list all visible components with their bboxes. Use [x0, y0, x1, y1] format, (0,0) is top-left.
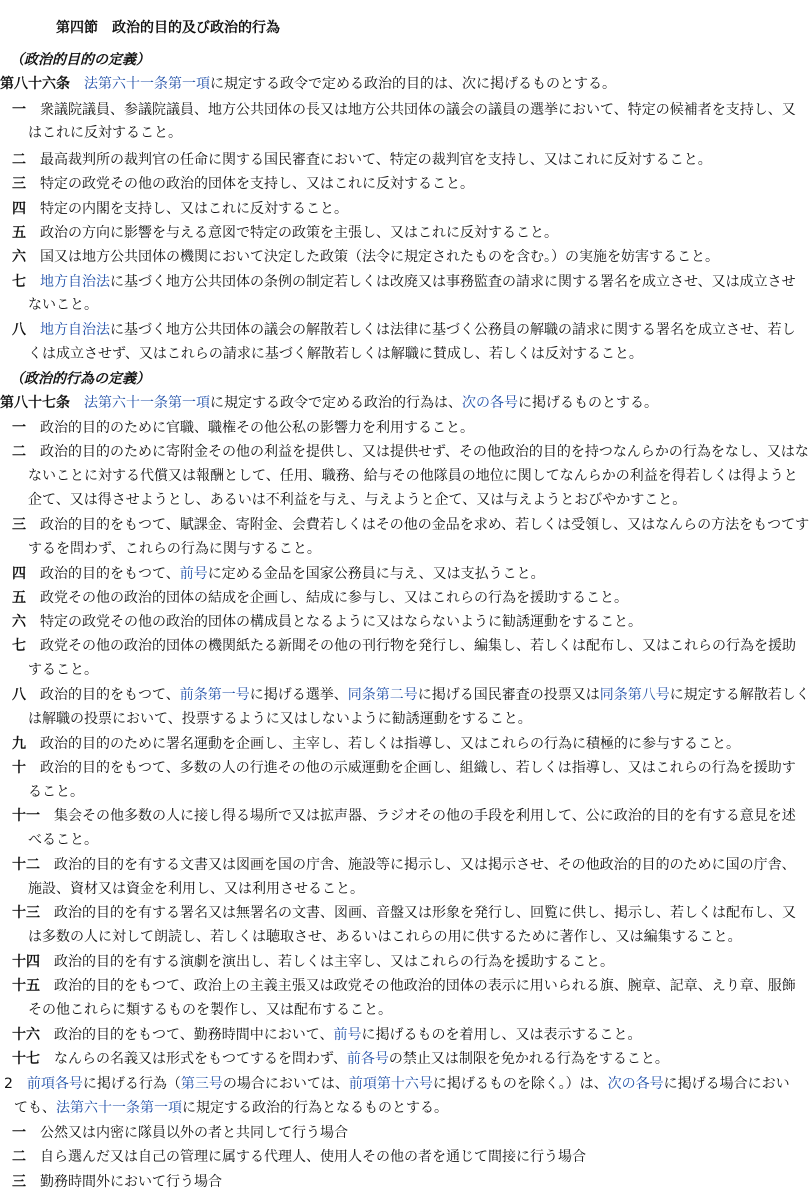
law-reference-link[interactable]: 前各号 [346, 1051, 389, 1067]
law-reference-link[interactable]: 法第六十一条第一項 [84, 395, 210, 411]
item-number: 十七 [12, 1051, 40, 1067]
item-number: 八 [12, 322, 26, 338]
text-line [4, 1074, 790, 1094]
text-line [12, 174, 474, 194]
text-line [12, 272, 796, 292]
item-number: 一 [12, 102, 26, 118]
line-text: 政治的目的を有する文書又は図画を国の庁舎、施設等に掲示し、又は掲示させ、その他政治的目的のために国の庁舎、 [40, 857, 796, 873]
text-line [12, 1025, 641, 1045]
item-number: 七 [12, 274, 26, 290]
line-text: するを問わず、これらの行為に関与すること。 [28, 541, 321, 557]
item-number: 七 [12, 638, 26, 654]
text-line [28, 660, 98, 680]
line-text: 政治的目的をもつて、政治上の主義主張又は政党その他政治的団体の表示に用いられる旗、腕章、記章、えり章、服飾 [40, 978, 796, 994]
line-text [70, 76, 84, 92]
line-text: 政治的目的をもつて、 [26, 566, 180, 582]
line-text: はこれに反対すること。 [28, 125, 182, 141]
line-text: に定める金品を国家公務員に与え、又は支払うこと。 [207, 566, 545, 582]
line-text: に規定する政治的行為となるものとする。 [182, 1100, 448, 1116]
law-reference-link[interactable]: 次の各号 [607, 1076, 664, 1092]
line-text: に規定する政令で定める政治的行為は、 [210, 395, 462, 411]
line-text: なんらの名義又は形式をもつてするを問わず、 [40, 1051, 347, 1067]
line-text [70, 395, 84, 411]
law-reference-link[interactable]: 地方自治法 [40, 322, 110, 338]
text-line [12, 588, 628, 608]
line-text: ないことに対する代償又は報酬として、任用、職務、給与その他隊員の地位に関してなんらかの利益を得若しくは得ようと [28, 468, 798, 484]
text-line [12, 806, 796, 826]
law-reference-link[interactable]: 同条第八号 [599, 687, 670, 703]
text-line [12, 199, 348, 219]
text-line [12, 1123, 348, 1143]
item-number: 五 [12, 225, 26, 241]
item-number: 十 [12, 760, 26, 776]
law-reference-link[interactable]: 前号 [333, 1027, 362, 1043]
line-text: に掲げるものとする。 [518, 395, 658, 411]
line-text: 企て、又は得させようとし、あるいは不利益を与え、与えようと企て、又は与えようとおびやかすこと。 [28, 492, 687, 508]
line-text: 勤務時間外において行う場合 [26, 1174, 222, 1190]
line-text: くは成立させず、又はこれらの請求に基づく解散若しくは解職に賛成し、若しくは反対すること。 [28, 346, 643, 362]
item-number: 四 [12, 566, 26, 582]
item-number: 一 [12, 420, 26, 436]
law-reference-link[interactable]: 前条第一号 [179, 687, 250, 703]
text-line [28, 344, 643, 364]
line-text: 政治的目的をもつて、 [26, 687, 180, 703]
item-number: 三 [12, 517, 26, 533]
section-title: 第四節 政治的目的及び政治的行為 [56, 20, 280, 36]
line-text: 公然又は内密に隊員以外の者と共同して行う場合 [26, 1125, 348, 1141]
line-text: 集会その他多数の人に接し得る場所で又は拡声器、ラジオその他の手段を利用して、公に政治的目的を有する意見を述 [40, 808, 796, 824]
text-line [28, 490, 686, 510]
law-reference-link[interactable]: 前項第十六号 [348, 1076, 433, 1092]
line-text: の禁止又は制限を免かれる行為をすること。 [388, 1051, 669, 1067]
line-text: ても、 [14, 1100, 56, 1116]
line-text: 特定の政党その他の政治的団体の構成員となるように又はならないように勧誘運動をすること。 [26, 614, 642, 630]
caption-article-87: （政治的行為の定義） [10, 371, 150, 387]
law-reference-link[interactable]: 第三号 [180, 1076, 223, 1092]
text-line [12, 1049, 669, 1069]
item-number: 十二 [12, 857, 40, 873]
text-line [28, 1000, 392, 1020]
text-line [12, 903, 796, 923]
law-reference-link[interactable]: 法第六十一条第一項 [56, 1100, 182, 1116]
line-text: 特定の政党その他の政治的団体を支持し、又はこれに反対すること。 [26, 176, 474, 192]
law-reference-link[interactable]: 同条第二号 [347, 687, 418, 703]
line-text: 政治的目的のために署名運動を企画し、主宰し、若しくは指導し、又はこれらの行為に積極的に参与すること。 [26, 736, 740, 752]
text-line [12, 1172, 222, 1192]
line-text: 政党その他の政治的団体の結成を企画し、結成に参与し、又はこれらの行為を援助すること。 [26, 590, 628, 606]
item-number: 八 [12, 687, 26, 703]
line-text: に基づく地方公共団体の議会の解散若しくは法律に基づく公務員の解職の請求に関する署名を成立させ、若し [110, 322, 796, 338]
text-line [12, 515, 809, 535]
line-text: すること。 [28, 662, 98, 678]
line-text: 政治的目的を有する署名又は無署名の文書、図画、音盤又は形象を発行し、回覧に供し、掲示し、若しくは配布し、又 [40, 905, 796, 921]
text-line [0, 74, 616, 94]
line-text: に掲げる場合におい [663, 1076, 790, 1092]
line-text: に規定する政令で定める政治的目的は、次に掲げるものとする。 [210, 76, 616, 92]
item-number: 三 [12, 1174, 26, 1190]
line-text [26, 274, 40, 290]
line-text: に掲げるものを着用し、又は表示すること。 [361, 1027, 642, 1043]
text-line [12, 150, 712, 170]
line-text: は多数の人に対して朗読し、若しくは聴取させ、あるいはこれらの用に供するために著作し、又は編集すること。 [28, 929, 742, 945]
law-reference-link[interactable]: 次の各号 [462, 395, 518, 411]
item-number: 四 [12, 201, 26, 217]
item-number: 六 [12, 614, 26, 630]
line-text [13, 1076, 27, 1092]
text-line [12, 952, 614, 972]
line-text: 政党その他の政治的団体の機関紙たる新聞その他の刊行物を発行し、編集し、若しくは配布し、又はこれらの行為を援助 [26, 638, 796, 654]
text-line [12, 442, 809, 462]
text-line [28, 295, 98, 315]
line-text: べること。 [28, 832, 98, 848]
line-text: ること。 [28, 784, 84, 800]
item-number: 一 [12, 1125, 26, 1141]
law-reference-link[interactable]: 地方自治法 [40, 274, 110, 290]
line-text: 政治的目的のために官職、職権その他公私の影響力を利用すること。 [26, 420, 474, 436]
text-line [28, 830, 98, 850]
line-text: 政治の方向に影響を与える意図で特定の政策を主張し、又はこれに反対すること。 [26, 225, 558, 241]
line-text: 特定の内閣を支持し、又はこれに反対すること。 [26, 201, 348, 217]
law-reference-link[interactable]: 前号 [179, 566, 208, 582]
item-number: 十五 [12, 978, 40, 994]
text-line [12, 247, 719, 267]
article-number: 第八十六条 [0, 76, 70, 92]
line-text: に規定する解散若しく [669, 687, 810, 703]
item-number: 二 [12, 152, 26, 168]
text-line [12, 418, 474, 438]
line-text: 政治的目的をもつて、勤務時間中において、 [40, 1027, 334, 1043]
text-line [28, 927, 742, 947]
text-line [28, 123, 182, 143]
line-text: 政治的目的をもつて、多数の人の行進その他の示威運動を企画し、組織し、若しくは指導し、又はこれらの行為を援助す [26, 760, 796, 776]
text-line [12, 612, 642, 632]
line-text: 施設、資材又は資金を利用し、又は利用させること。 [28, 881, 364, 897]
text-line [12, 564, 545, 584]
item-number: 十三 [12, 905, 40, 921]
line-text: 政治的目的を有する演劇を演出し、若しくは主宰し、又はこれらの行為を援助すること。 [40, 954, 614, 970]
text-line [28, 466, 798, 486]
item-number: 十一 [12, 808, 40, 824]
law-reference-link[interactable]: 前項各号 [26, 1076, 83, 1092]
line-text: に掲げる選挙、 [249, 687, 348, 703]
text-line [12, 223, 558, 243]
line-text: 自ら選んだ又は自己の管理に属する代理人、使用人その他の者を通じて間接に行う場合 [26, 1149, 586, 1165]
text-line [12, 734, 740, 754]
text-line [14, 1098, 448, 1118]
line-text: は解職の投票において、投票するように又はしないように勧誘運動をすること。 [28, 711, 532, 727]
line-text: その他これらに類するものを製作し、又は配布すること。 [28, 1002, 392, 1018]
line-text: に掲げるものを除く。）は、 [432, 1076, 608, 1092]
text-line [28, 879, 364, 899]
line-text: の場合においては、 [222, 1076, 349, 1092]
caption-article-86: （政治的目的の定義） [10, 52, 150, 68]
text-line [28, 539, 321, 559]
item-number: 五 [12, 590, 26, 606]
text-line [12, 100, 796, 120]
line-text: に掲げる行為（ [82, 1076, 181, 1092]
text-line [12, 1147, 586, 1167]
text-line [12, 976, 796, 996]
text-line [12, 636, 796, 656]
article-number: 第八十七条 [0, 395, 70, 411]
item-number: 九 [12, 736, 26, 752]
item-number: 六 [12, 249, 26, 265]
text-line [12, 855, 796, 875]
text-line [12, 758, 796, 778]
line-text: 政治的目的のために寄附金その他の利益を提供し、又は提供せず、その他政治的目的を持つなんらかの行為をなし、又はな [26, 444, 809, 460]
line-text: に基づく地方公共団体の条例の制定若しくは改廃又は事務監査の請求に関する署名を成立させ、又は成立させ [110, 274, 796, 290]
line-text: に掲げる国民審査の投票又は [417, 687, 600, 703]
text-line [28, 709, 532, 729]
line-text: 政治的目的をもつて、賦課金、寄附金、会費若しくはその他の金品を求め、若しくは受領し、又はなんらの方法をもつてす [26, 517, 810, 533]
line-text: 2 [4, 1076, 13, 1092]
item-number: 二 [12, 1149, 26, 1165]
item-number: 三 [12, 176, 26, 192]
line-text: 衆議院議員、参議院議員、地方公共団体の長又は地方公共団体の議会の議員の選挙において、特定の候補者を支持し、又 [26, 102, 796, 118]
item-number: 二 [12, 444, 26, 460]
line-text: 国又は地方公共団体の機関において決定した政策（法令に規定されたものを含む。）の実施を妨害すること。 [26, 249, 719, 265]
item-number: 十四 [12, 954, 40, 970]
line-text: 最高裁判所の裁判官の任命に関する国民審査において、特定の裁判官を支持し、又はこれに反対すること。 [26, 152, 712, 168]
text-line [12, 685, 810, 705]
text-line [12, 320, 796, 340]
text-line [0, 393, 658, 413]
line-text [26, 322, 40, 338]
item-number: 十六 [12, 1027, 40, 1043]
text-line [28, 782, 84, 802]
law-reference-link[interactable]: 法第六十一条第一項 [84, 76, 210, 92]
line-text: ないこと。 [28, 297, 98, 313]
